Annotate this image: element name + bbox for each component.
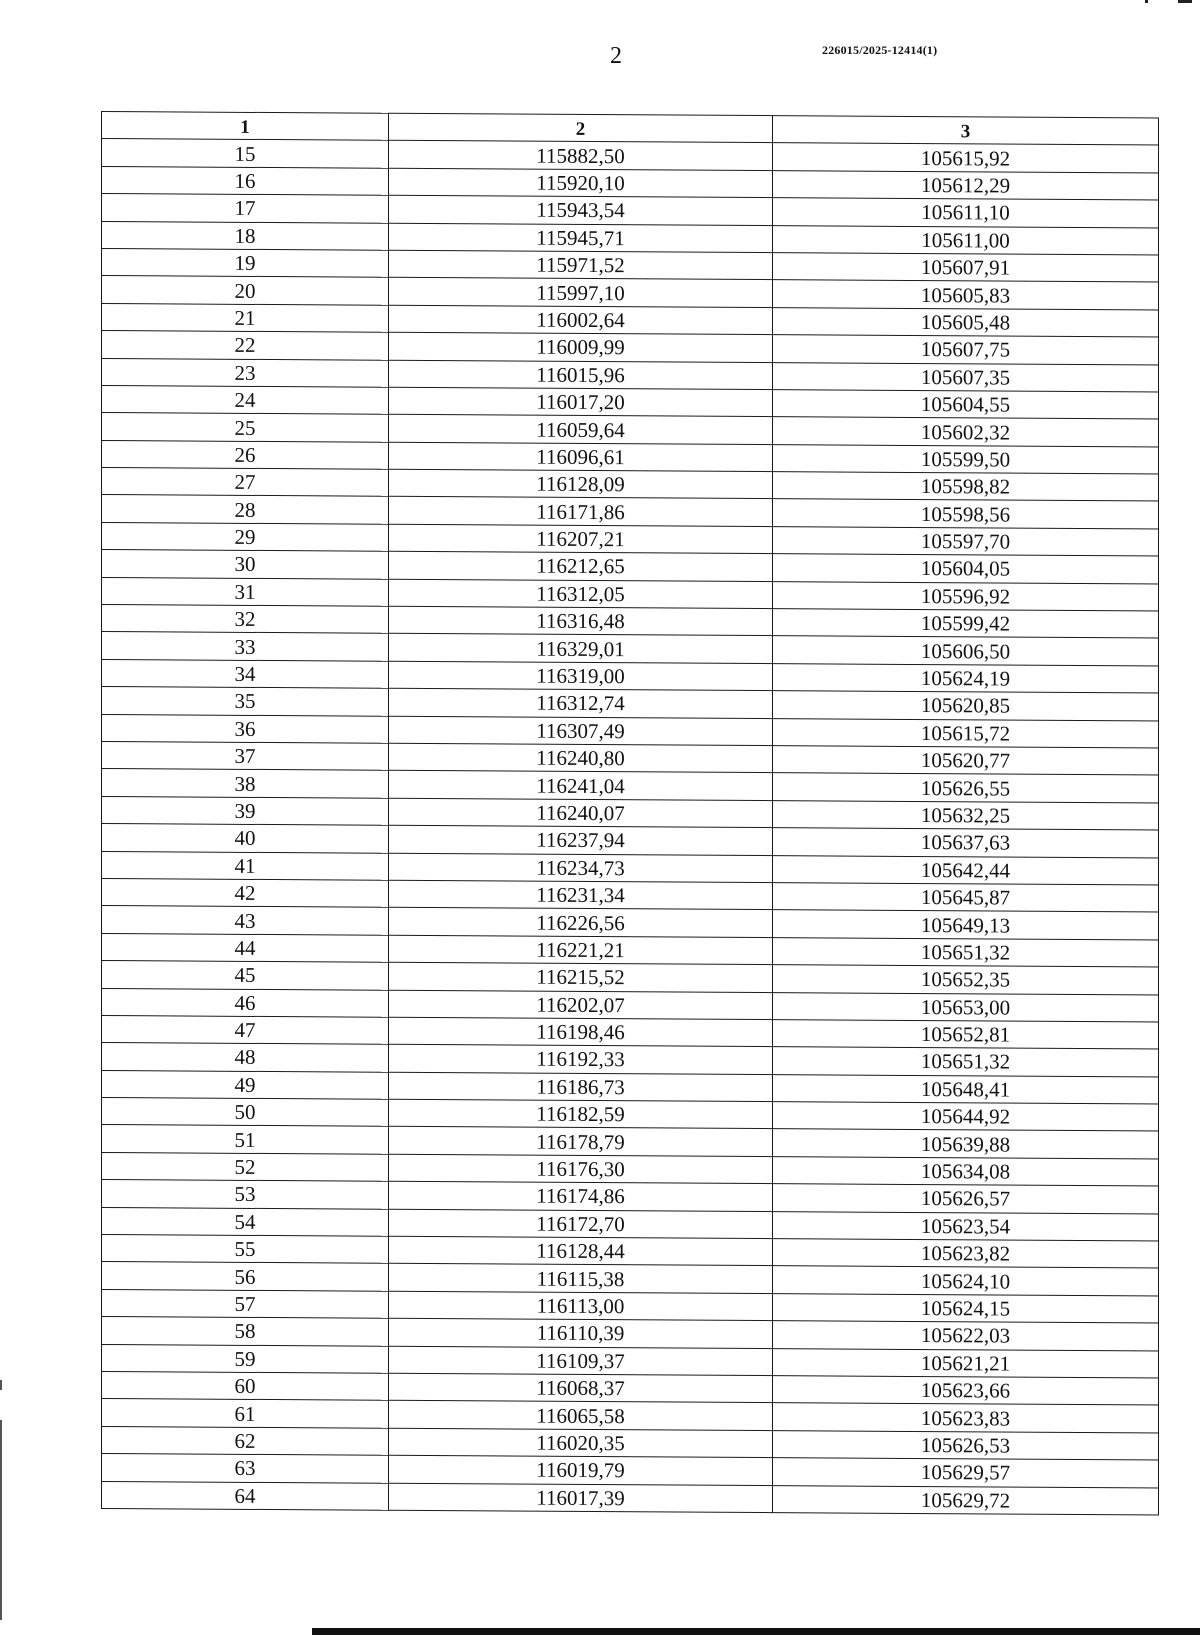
y-coordinate-cell: 105623,54 <box>773 1211 1159 1241</box>
x-coordinate-cell: 116329,01 <box>389 634 773 664</box>
y-coordinate-cell: 105596,92 <box>773 581 1159 611</box>
point-number-cell: 15 <box>102 139 389 168</box>
point-number-cell: 22 <box>102 331 389 360</box>
y-coordinate-cell: 105606,50 <box>773 636 1159 666</box>
y-coordinate-cell: 105632,25 <box>773 800 1159 830</box>
point-number-cell: 54 <box>102 1207 389 1236</box>
point-number-cell: 46 <box>102 988 389 1017</box>
x-coordinate-cell: 116015,96 <box>389 360 773 390</box>
point-number-cell: 40 <box>102 824 389 853</box>
point-number-cell: 20 <box>102 276 389 305</box>
y-coordinate-cell: 105626,53 <box>773 1430 1159 1460</box>
point-number-cell: 56 <box>102 1262 389 1291</box>
y-coordinate-cell: 105598,56 <box>773 499 1159 529</box>
point-number-cell: 52 <box>102 1152 389 1181</box>
x-coordinate-cell: 116226,56 <box>389 908 773 938</box>
x-coordinate-cell: 116240,80 <box>389 743 773 773</box>
y-coordinate-cell: 105620,77 <box>773 746 1159 776</box>
point-number-cell: 35 <box>102 687 389 716</box>
x-coordinate-cell: 116221,21 <box>389 935 773 965</box>
point-number-cell: 59 <box>102 1344 389 1373</box>
x-coordinate-cell: 116182,59 <box>389 1099 773 1129</box>
scan-corner-mark <box>1178 0 1192 3</box>
y-coordinate-cell: 105624,10 <box>773 1266 1159 1296</box>
table-body <box>102 139 1159 1515</box>
y-coordinate-cell: 105611,00 <box>773 225 1159 255</box>
point-number-cell: 18 <box>102 221 389 250</box>
x-coordinate-cell: 115920,10 <box>389 168 773 198</box>
scan-edge-mark <box>0 1380 2 1390</box>
x-coordinate-cell: 116192,33 <box>389 1045 773 1075</box>
point-number-cell: 60 <box>102 1371 389 1400</box>
point-number-cell: 28 <box>102 495 389 524</box>
point-number-cell: 48 <box>102 1043 389 1072</box>
x-coordinate-cell: 116312,05 <box>389 579 773 609</box>
y-coordinate-cell: 105645,87 <box>773 883 1159 913</box>
x-coordinate-cell: 115971,52 <box>389 250 773 280</box>
x-coordinate-cell: 116186,73 <box>389 1072 773 1102</box>
y-coordinate-cell: 105652,81 <box>773 1019 1159 1049</box>
point-number-cell: 45 <box>102 961 389 990</box>
y-coordinate-cell: 105651,32 <box>773 1047 1159 1077</box>
point-number-cell: 37 <box>102 741 389 770</box>
point-number-cell: 23 <box>102 358 389 387</box>
x-coordinate-cell: 116312,74 <box>389 688 773 718</box>
y-coordinate-cell: 105626,57 <box>773 1184 1159 1214</box>
y-coordinate-cell: 105629,72 <box>773 1485 1159 1515</box>
x-coordinate-cell: 116002,64 <box>389 305 773 335</box>
point-number-cell: 36 <box>102 714 389 743</box>
point-number-cell: 30 <box>102 550 389 579</box>
point-number-cell: 27 <box>102 468 389 497</box>
y-coordinate-cell: 105611,10 <box>773 198 1159 228</box>
point-number-cell: 24 <box>102 385 389 414</box>
y-coordinate-cell: 105623,83 <box>773 1403 1159 1433</box>
x-coordinate-cell: 116172,70 <box>389 1209 773 1239</box>
point-number-cell: 16 <box>102 166 389 195</box>
y-coordinate-cell: 105612,29 <box>773 170 1159 200</box>
y-coordinate-cell: 105622,03 <box>773 1321 1159 1351</box>
y-coordinate-cell: 105644,92 <box>773 1102 1159 1132</box>
x-coordinate-cell: 116065,58 <box>389 1401 773 1431</box>
y-coordinate-cell: 105615,72 <box>773 718 1159 748</box>
x-coordinate-cell: 116316,48 <box>389 606 773 636</box>
point-number-cell: 19 <box>102 248 389 277</box>
y-coordinate-cell: 105629,57 <box>773 1458 1159 1488</box>
point-number-cell: 64 <box>102 1481 389 1510</box>
x-coordinate-cell: 116240,07 <box>389 798 773 828</box>
x-coordinate-cell: 115997,10 <box>389 278 773 308</box>
x-coordinate-cell: 116009,99 <box>389 332 773 362</box>
y-coordinate-cell: 105599,42 <box>773 609 1159 639</box>
y-coordinate-cell: 105642,44 <box>773 855 1159 885</box>
y-coordinate-cell: 105598,82 <box>773 472 1159 502</box>
point-number-cell: 49 <box>102 1070 389 1099</box>
y-coordinate-cell: 105607,91 <box>773 253 1159 283</box>
y-coordinate-cell: 105624,15 <box>773 1293 1159 1323</box>
x-coordinate-cell: 116234,73 <box>389 853 773 883</box>
x-coordinate-cell: 116019,79 <box>389 1455 773 1485</box>
point-number-cell: 39 <box>102 796 389 825</box>
x-coordinate-cell: 115943,54 <box>389 195 773 225</box>
point-number-cell: 44 <box>102 933 389 962</box>
x-coordinate-cell: 116171,86 <box>389 497 773 527</box>
point-number-cell: 29 <box>102 522 389 551</box>
x-coordinate-cell: 116231,34 <box>389 880 773 910</box>
column-header-3: 3 <box>773 116 1159 146</box>
point-number-cell: 47 <box>102 1015 389 1044</box>
x-coordinate-cell: 116237,94 <box>389 825 773 855</box>
column-header-2: 2 <box>389 113 773 143</box>
x-coordinate-cell: 116109,37 <box>389 1346 773 1376</box>
x-coordinate-cell: 115945,71 <box>389 223 773 253</box>
point-number-cell: 32 <box>102 605 389 634</box>
y-coordinate-cell: 105599,50 <box>773 444 1159 474</box>
x-coordinate-cell: 116307,49 <box>389 716 773 746</box>
x-coordinate-cell: 116202,07 <box>389 990 773 1020</box>
point-number-cell: 50 <box>102 1098 389 1127</box>
x-coordinate-cell: 116178,79 <box>389 1127 773 1157</box>
point-number-cell: 42 <box>102 878 389 907</box>
table-row <box>102 1481 1159 1515</box>
point-number-cell: 63 <box>102 1454 389 1483</box>
x-coordinate-cell: 116128,44 <box>389 1236 773 1266</box>
point-number-cell: 26 <box>102 440 389 469</box>
point-number-cell: 17 <box>102 194 389 223</box>
y-coordinate-cell: 105605,83 <box>773 280 1159 310</box>
y-coordinate-cell: 105623,82 <box>773 1239 1159 1269</box>
x-coordinate-cell: 116017,39 <box>389 1483 773 1513</box>
x-coordinate-cell: 116198,46 <box>389 1017 773 1047</box>
y-coordinate-cell: 105604,55 <box>773 390 1159 420</box>
y-coordinate-cell: 105639,88 <box>773 1129 1159 1159</box>
point-number-cell: 58 <box>102 1317 389 1346</box>
point-number-cell: 31 <box>102 577 389 606</box>
x-coordinate-cell: 116113,00 <box>389 1291 773 1321</box>
point-number-cell: 57 <box>102 1289 389 1318</box>
y-coordinate-cell: 105623,66 <box>773 1376 1159 1406</box>
page-number: 2 <box>610 43 622 69</box>
x-coordinate-cell: 116319,00 <box>389 661 773 691</box>
y-coordinate-cell: 105624,19 <box>773 663 1159 693</box>
point-number-cell: 53 <box>102 1180 389 1209</box>
y-coordinate-cell: 105634,08 <box>773 1156 1159 1186</box>
x-coordinate-cell: 116174,86 <box>389 1181 773 1211</box>
y-coordinate-cell: 105626,55 <box>773 773 1159 803</box>
point-number-cell: 41 <box>102 851 389 880</box>
y-coordinate-cell: 105607,75 <box>773 335 1159 365</box>
y-coordinate-cell: 105648,41 <box>773 1074 1159 1104</box>
y-coordinate-cell: 105637,63 <box>773 828 1159 858</box>
x-coordinate-cell: 116212,65 <box>389 552 773 582</box>
point-number-cell: 25 <box>102 413 389 442</box>
point-number-cell: 38 <box>102 769 389 798</box>
scan-corner-dot <box>1145 0 1148 3</box>
point-number-cell: 61 <box>102 1399 389 1428</box>
x-coordinate-cell: 116207,21 <box>389 524 773 554</box>
point-number-cell: 51 <box>102 1125 389 1154</box>
y-coordinate-cell: 105605,48 <box>773 307 1159 337</box>
x-coordinate-cell: 116128,09 <box>389 469 773 499</box>
coordinates-table <box>101 111 1159 1515</box>
x-coordinate-cell: 115882,50 <box>389 141 773 171</box>
y-coordinate-cell: 105653,00 <box>773 992 1159 1022</box>
point-number-cell: 55 <box>102 1235 389 1264</box>
y-coordinate-cell: 105607,35 <box>773 362 1159 392</box>
y-coordinate-cell: 105602,32 <box>773 417 1159 447</box>
point-number-cell: 43 <box>102 906 389 935</box>
y-coordinate-cell: 105649,13 <box>773 910 1159 940</box>
y-coordinate-cell: 105651,32 <box>773 937 1159 967</box>
column-header-1: 1 <box>102 112 389 141</box>
y-coordinate-cell: 105597,70 <box>773 526 1159 556</box>
x-coordinate-cell: 116176,30 <box>389 1154 773 1184</box>
y-coordinate-cell: 105621,21 <box>773 1348 1159 1378</box>
x-coordinate-cell: 116020,35 <box>389 1428 773 1458</box>
scan-edge-mark <box>0 1420 2 1620</box>
point-number-cell: 21 <box>102 303 389 332</box>
x-coordinate-cell: 116115,38 <box>389 1264 773 1294</box>
point-number-cell: 34 <box>102 659 389 688</box>
bottom-rule <box>312 1628 1200 1635</box>
x-coordinate-cell: 116096,61 <box>389 442 773 472</box>
x-coordinate-cell: 116110,39 <box>389 1318 773 1348</box>
document-reference: 226015/2025-12414(1) <box>822 43 938 57</box>
y-coordinate-cell: 105620,85 <box>773 691 1159 721</box>
point-number-cell: 62 <box>102 1426 389 1455</box>
y-coordinate-cell: 105615,92 <box>773 143 1159 173</box>
point-number-cell: 33 <box>102 632 389 661</box>
y-coordinate-cell: 105652,35 <box>773 965 1159 995</box>
x-coordinate-cell: 116241,04 <box>389 771 773 801</box>
x-coordinate-cell: 116215,52 <box>389 962 773 992</box>
x-coordinate-cell: 116017,20 <box>389 387 773 417</box>
y-coordinate-cell: 105604,05 <box>773 554 1159 584</box>
x-coordinate-cell: 116059,64 <box>389 415 773 445</box>
x-coordinate-cell: 116068,37 <box>389 1373 773 1403</box>
